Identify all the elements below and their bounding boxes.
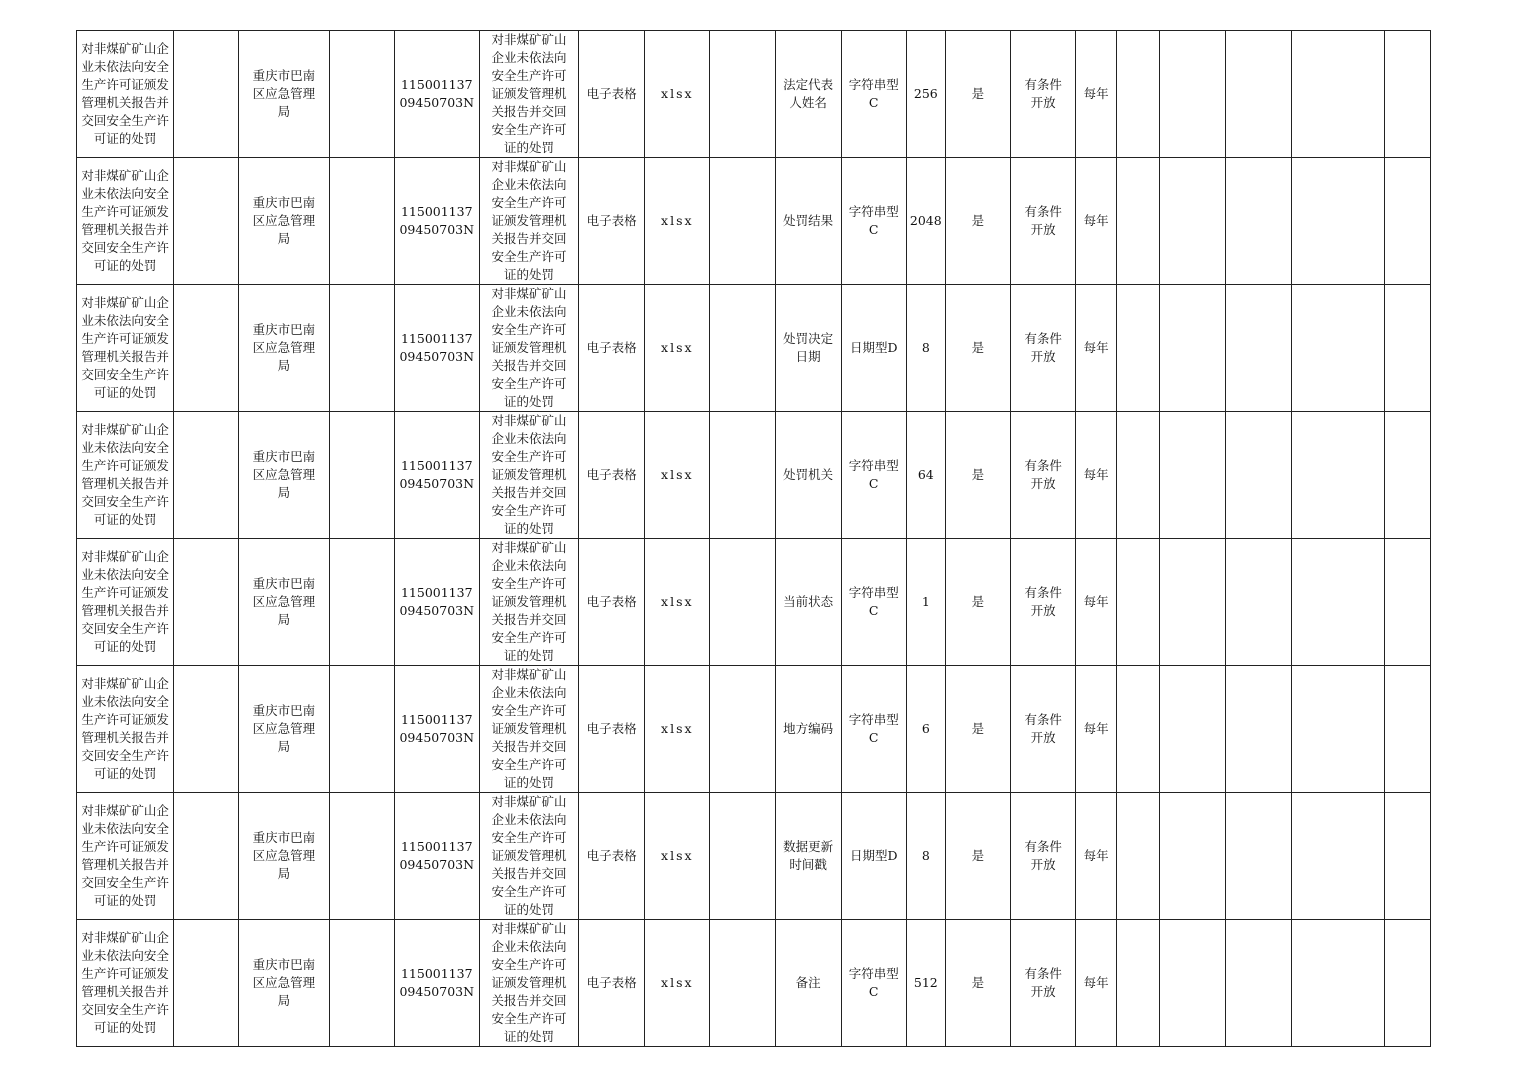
cell-field-name: 备注 [775,920,841,1047]
cell-shared: 是 [945,793,1010,920]
cell-format: xlsx [645,158,710,285]
cell-frequency: 每年 [1076,666,1117,793]
cell-org-code: 11500113709450703N [394,539,479,666]
cell-shared: 是 [945,539,1010,666]
cell-empty [1384,793,1430,920]
cell-empty [1160,666,1226,793]
cell-empty [174,793,239,920]
cell-field-name: 当前状态 [775,539,841,666]
cell-empty [329,539,394,666]
cell-empty [1117,285,1160,412]
cell-empty [1226,285,1291,412]
cell-empty [1117,412,1160,539]
cell-empty [174,920,239,1047]
cell-field-name: 处罚决定日期 [775,285,841,412]
cell-empty [329,285,394,412]
table-row [77,31,1431,158]
cell-org-code: 11500113709450703N [394,31,479,158]
cell-length: 256 [906,31,945,158]
cell-empty [329,920,394,1047]
cell-field-name: 地方编码 [775,666,841,793]
cell-empty [1291,539,1384,666]
cell-empty [710,412,775,539]
cell-empty [1117,31,1160,158]
cell-item-name: 对非煤矿矿山企业未依法向安全生产许可证颁发管理机关报告并交回安全生产许可证的处罚 [77,412,174,539]
cell-frequency: 每年 [1076,412,1117,539]
cell-empty [1291,793,1384,920]
cell-format: xlsx [645,666,710,793]
cell-department: 重庆市巴南区应急管理局 [239,793,329,920]
cell-field-name: 处罚机关 [775,412,841,539]
cell-resource-type: 电子表格 [579,285,645,412]
cell-shared: 是 [945,920,1010,1047]
cell-length: 6 [906,666,945,793]
cell-empty [710,920,775,1047]
cell-format: xlsx [645,412,710,539]
cell-org-code: 11500113709450703N [394,158,479,285]
cell-resource-type: 电子表格 [579,666,645,793]
cell-empty [710,666,775,793]
cell-data-type: 字符串型C [841,412,906,539]
cell-empty [1226,793,1291,920]
cell-data-type: 字符串型C [841,31,906,158]
cell-empty [329,666,394,793]
cell-empty [329,158,394,285]
cell-resource-name: 对非煤矿矿山企业未依法向安全生产许可证颁发管理机关报告并交回安全生产许可证的处罚 [479,666,578,793]
cell-field-name: 数据更新时间戳 [775,793,841,920]
cell-shared: 是 [945,31,1010,158]
cell-frequency: 每年 [1076,285,1117,412]
cell-empty [174,666,239,793]
cell-open-type: 有条件开放 [1011,666,1076,793]
cell-open-type: 有条件开放 [1011,793,1076,920]
cell-empty [174,158,239,285]
cell-empty [710,793,775,920]
cell-format: xlsx [645,31,710,158]
cell-empty [329,793,394,920]
cell-resource-name: 对非煤矿矿山企业未依法向安全生产许可证颁发管理机关报告并交回安全生产许可证的处罚 [479,158,578,285]
cell-resource-type: 电子表格 [579,412,645,539]
cell-department: 重庆市巴南区应急管理局 [239,539,329,666]
cell-empty [1384,920,1430,1047]
cell-format: xlsx [645,539,710,666]
cell-empty [710,158,775,285]
cell-item-name: 对非煤矿矿山企业未依法向安全生产许可证颁发管理机关报告并交回安全生产许可证的处罚 [77,920,174,1047]
cell-frequency: 每年 [1076,793,1117,920]
cell-empty [1384,412,1430,539]
cell-empty [1160,793,1226,920]
table-row [77,285,1431,412]
cell-field-name: 法定代表人姓名 [775,31,841,158]
cell-empty [1160,158,1226,285]
cell-open-type: 有条件开放 [1011,31,1076,158]
cell-frequency: 每年 [1076,158,1117,285]
cell-empty [1226,31,1291,158]
cell-empty [174,539,239,666]
cell-empty [710,285,775,412]
cell-frequency: 每年 [1076,539,1117,666]
cell-empty [329,412,394,539]
cell-item-name: 对非煤矿矿山企业未依法向安全生产许可证颁发管理机关报告并交回安全生产许可证的处罚 [77,158,174,285]
cell-length: 2048 [906,158,945,285]
cell-org-code: 11500113709450703N [394,666,479,793]
cell-shared: 是 [945,412,1010,539]
cell-org-code: 11500113709450703N [394,920,479,1047]
data-catalog-table [76,30,1431,1047]
cell-empty [1226,920,1291,1047]
cell-org-code: 11500113709450703N [394,412,479,539]
cell-item-name: 对非煤矿矿山企业未依法向安全生产许可证颁发管理机关报告并交回安全生产许可证的处罚 [77,666,174,793]
table-body [77,31,1431,1047]
cell-empty [174,285,239,412]
cell-empty [1117,539,1160,666]
cell-shared: 是 [945,285,1010,412]
cell-empty [174,412,239,539]
cell-empty [1226,412,1291,539]
cell-shared: 是 [945,666,1010,793]
table-row [77,412,1431,539]
cell-format: xlsx [645,285,710,412]
cell-empty [174,31,239,158]
cell-resource-type: 电子表格 [579,31,645,158]
cell-empty [1291,666,1384,793]
cell-empty [1291,920,1384,1047]
cell-item-name: 对非煤矿矿山企业未依法向安全生产许可证颁发管理机关报告并交回安全生产许可证的处罚 [77,793,174,920]
cell-org-code: 11500113709450703N [394,793,479,920]
cell-data-type: 字符串型C [841,666,906,793]
table-row [77,158,1431,285]
cell-field-name: 处罚结果 [775,158,841,285]
cell-resource-name: 对非煤矿矿山企业未依法向安全生产许可证颁发管理机关报告并交回安全生产许可证的处罚 [479,539,578,666]
cell-open-type: 有条件开放 [1011,412,1076,539]
cell-empty [1384,31,1430,158]
cell-empty [1291,285,1384,412]
cell-empty [710,539,775,666]
cell-open-type: 有条件开放 [1011,285,1076,412]
cell-shared: 是 [945,158,1010,285]
cell-empty [329,31,394,158]
cell-empty [1117,158,1160,285]
cell-department: 重庆市巴南区应急管理局 [239,31,329,158]
cell-empty [1160,412,1226,539]
cell-department: 重庆市巴南区应急管理局 [239,920,329,1047]
cell-item-name: 对非煤矿矿山企业未依法向安全生产许可证颁发管理机关报告并交回安全生产许可证的处罚 [77,31,174,158]
cell-empty [1226,666,1291,793]
cell-open-type: 有条件开放 [1011,920,1076,1047]
table-row [77,666,1431,793]
cell-data-type: 日期型D [841,285,906,412]
table-row [77,539,1431,666]
cell-empty [1117,666,1160,793]
cell-empty [1384,285,1430,412]
table-row [77,920,1431,1047]
cell-data-type: 日期型D [841,793,906,920]
cell-department: 重庆市巴南区应急管理局 [239,158,329,285]
cell-department: 重庆市巴南区应急管理局 [239,412,329,539]
cell-length: 1 [906,539,945,666]
cell-length: 512 [906,920,945,1047]
cell-frequency: 每年 [1076,31,1117,158]
cell-open-type: 有条件开放 [1011,158,1076,285]
cell-resource-name: 对非煤矿矿山企业未依法向安全生产许可证颁发管理机关报告并交回安全生产许可证的处罚 [479,285,578,412]
cell-empty [1226,539,1291,666]
cell-resource-name: 对非煤矿矿山企业未依法向安全生产许可证颁发管理机关报告并交回安全生产许可证的处罚 [479,920,578,1047]
cell-empty [1117,793,1160,920]
cell-data-type: 字符串型C [841,158,906,285]
cell-resource-name: 对非煤矿矿山企业未依法向安全生产许可证颁发管理机关报告并交回安全生产许可证的处罚 [479,412,578,539]
cell-resource-type: 电子表格 [579,539,645,666]
cell-empty [1291,158,1384,285]
cell-length: 8 [906,285,945,412]
cell-resource-name: 对非煤矿矿山企业未依法向安全生产许可证颁发管理机关报告并交回安全生产许可证的处罚 [479,31,578,158]
cell-empty [1160,920,1226,1047]
cell-empty [1160,539,1226,666]
table-row [77,793,1431,920]
cell-department: 重庆市巴南区应急管理局 [239,285,329,412]
cell-format: xlsx [645,920,710,1047]
cell-resource-type: 电子表格 [579,920,645,1047]
cell-empty [1384,539,1430,666]
cell-org-code: 11500113709450703N [394,285,479,412]
cell-empty [1291,412,1384,539]
cell-length: 8 [906,793,945,920]
cell-format: xlsx [645,793,710,920]
cell-empty [1384,158,1430,285]
cell-empty [1160,31,1226,158]
cell-item-name: 对非煤矿矿山企业未依法向安全生产许可证颁发管理机关报告并交回安全生产许可证的处罚 [77,285,174,412]
cell-empty [1226,158,1291,285]
cell-empty [1384,666,1430,793]
cell-resource-name: 对非煤矿矿山企业未依法向安全生产许可证颁发管理机关报告并交回安全生产许可证的处罚 [479,793,578,920]
cell-length: 64 [906,412,945,539]
cell-empty [710,31,775,158]
cell-item-name: 对非煤矿矿山企业未依法向安全生产许可证颁发管理机关报告并交回安全生产许可证的处罚 [77,539,174,666]
cell-data-type: 字符串型C [841,920,906,1047]
cell-department: 重庆市巴南区应急管理局 [239,666,329,793]
cell-data-type: 字符串型C [841,539,906,666]
cell-resource-type: 电子表格 [579,793,645,920]
cell-empty [1291,31,1384,158]
cell-resource-type: 电子表格 [579,158,645,285]
cell-empty [1160,285,1226,412]
cell-open-type: 有条件开放 [1011,539,1076,666]
cell-frequency: 每年 [1076,920,1117,1047]
cell-empty [1117,920,1160,1047]
